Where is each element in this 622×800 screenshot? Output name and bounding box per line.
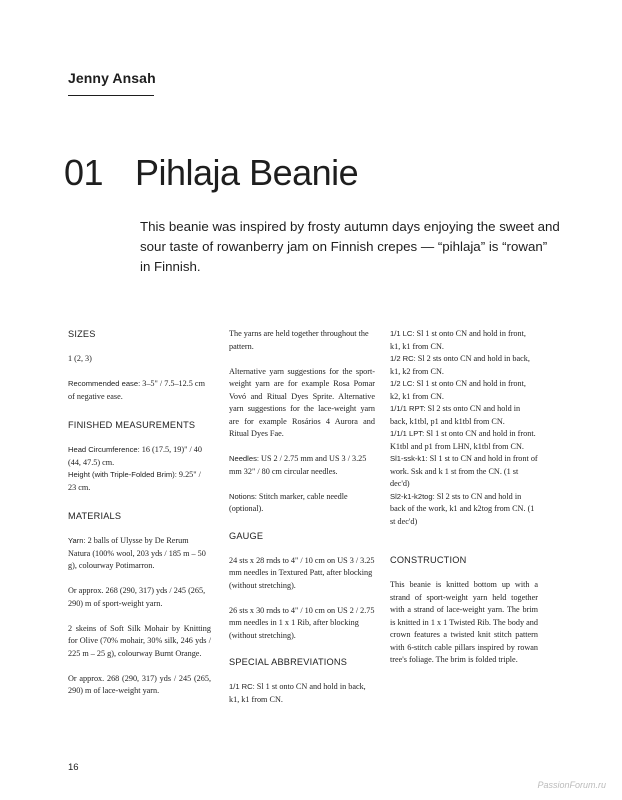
height-label: Height (with Triple-Folded Brim): (68, 470, 177, 479)
abbreviation-label: 1/2 LC: (390, 379, 415, 388)
notions (229, 491, 375, 516)
mohair-paragraph: 2 skeins of Soft Silk Mohair by Knitting for Olive (70% mohair, 30% silk, 246 yds / 225 m – 25 g), colourway Burnt Orange. (68, 623, 211, 658)
column-2 (229, 328, 375, 719)
abbreviation-text: Sl 1 st onto CN and hold in back, k1, k1 from CN. (229, 682, 366, 704)
abbreviation-text: Sl 2 sts to CN and hold in back of the work, k1 and k2tog from CN. (1 st dec'd) (390, 491, 535, 526)
abbreviation-text: Sl 1 st onto CN and hold in front, k1, k1 from CN. (390, 329, 526, 351)
abbreviation-item (390, 328, 538, 353)
abbreviation-label: 1/1/1 LPT: (390, 429, 425, 438)
yarn-paragraph (68, 535, 211, 573)
pattern-name: Pihlaja Beanie (135, 152, 359, 193)
abbreviation-label: 1/1 RC: (229, 682, 255, 691)
intro-paragraph: This beanie was inspired by frosty autumn days enjoying the sweet and sour taste of rowanberry jam on Finnish crepes — “pihlaja” is “rowan” in Finnish. (140, 219, 560, 274)
gauge-heading: GAUGE (229, 530, 264, 541)
ease-text: 3–5" / 7.5–12.5 cm of negative ease. (68, 379, 205, 401)
abbreviation-text: Sl 2 sts onto CN and hold in back, k1, k2 from CN. (390, 354, 530, 376)
author-underline (68, 95, 154, 96)
abbreviation-item (390, 378, 538, 403)
construction-text: This beanie is knitted bottom up with a strand of sport-weight yarn held together with a strand of lace-weight yarn. The brim is knitted in 1 x 1 Twisted Rib. The body and crown features a twisted knit stitch pattern with 6-stitch cable pillars inspired by rowan tree's foliage. The brim is folded triple. (390, 580, 538, 664)
ease-label: Recommended ease: (68, 379, 141, 388)
abbreviation-item (390, 491, 538, 529)
alternative-yarns: Alternative yarn suggestions for the sport-weight yarn are for example Rosa Pomar Vovó and Ritual Dyes Sprite. Alternative yarn suggestions for the lace-weight yarn are for example Rosários 4 Aurora and Ritual Dyes Fae. (229, 366, 375, 438)
column-1 (68, 328, 211, 710)
construction-heading: CONSTRUCTION (390, 555, 467, 565)
sizes-heading: SIZES (68, 329, 96, 339)
abbreviation-text: Sl 1 st to CN and hold in front of work. Ssk and k 1 st from the CN. (1 st dec'd) (390, 454, 538, 488)
mohair-approx: Or approx. 268 (290, 317) yds / 245 (265, 290) m of lace-weight yarn. (68, 673, 211, 695)
abbreviation-label: Sl2-k1-k2tog: (390, 491, 435, 501)
pattern-number: 01 (64, 152, 104, 193)
notions-text: Stitch marker, cable needle (optional). (229, 491, 348, 513)
height (68, 469, 211, 494)
head-circumference-text: 16 (17.5, 19)" / 40 (44, 47.5) cm. (68, 445, 202, 467)
height-text: 9.25" / 23 cm. (68, 470, 201, 492)
abbreviation-text: Sl 2 sts onto CN and hold in back, k1tbl, p1 and k1tbl from CN. (390, 404, 521, 426)
abbreviation-1-1-rc (229, 681, 375, 706)
recommended-ease (68, 378, 211, 403)
page-title (64, 152, 358, 194)
materials-heading: MATERIALS (68, 511, 122, 521)
yarn-approx: Or approx. 268 (290, 317) yds / 245 (265, 290) m of sport-weight yarn. (68, 586, 206, 608)
notions-label: Notions: (229, 491, 257, 501)
finished-measurements-heading: FINISHED MEASUREMENTS (68, 420, 196, 430)
head-circumference (68, 444, 211, 469)
abbreviation-text: Sl 1 st onto CN and hold in front, k2, k1 from CN. (390, 379, 526, 401)
abbreviation-label: Sl1-ssk-k1: (390, 454, 428, 463)
sizes-values: 1 (2, 3) (68, 354, 92, 363)
abbreviation-item (390, 453, 538, 491)
needles-label: Needles: (229, 454, 259, 463)
yarn-label: Yarn: (68, 536, 86, 545)
special-abbreviations-heading: SPECIAL ABBREVIATIONS (229, 657, 348, 667)
abbreviation-list (390, 328, 538, 528)
needles-text: US 2 / 2.75 mm and US 3 / 3.25 mm 32" / 80 cm circular needles. (229, 454, 367, 476)
head-circumference-label: Head Circumference: (68, 445, 140, 454)
gauge-textured: 24 sts x 28 rnds to 4" / 10 cm on US 3 / 3.25 mm needles in Textured Patt, after blocking (without stretching). (229, 555, 375, 590)
yarns-held-together: The yarns are held together throughout the pattern. (229, 329, 369, 351)
abbreviation-item (390, 403, 538, 428)
yarn-text: 2 balls of Ulysse by De Rerum Natura (100% wool, 203 yds / 185 m – 50 g), colourway Potimarron. (68, 536, 206, 570)
watermark: PassionForum.ru (537, 780, 606, 790)
abbreviation-item (390, 353, 538, 378)
gauge-rib: 26 sts x 30 rnds to 4" / 10 cm on US 2 / 2.75 mm needles in 1 x 1 Rib, after blocking (without stretching). (229, 605, 375, 640)
abbreviation-item (390, 428, 538, 453)
abbreviation-label: 1/2 RC: (390, 354, 416, 363)
author-name: Jenny Ansah (68, 70, 156, 86)
column-3 (390, 328, 538, 679)
abbreviation-label: 1/1 LC: (390, 329, 415, 338)
page-number: 16 (68, 762, 79, 773)
abbreviation-label: 1/1/1 RPT: (390, 404, 426, 413)
abbreviation-text: Sl 1 st onto CN and hold in front. K1tbl and p1 from LHN, k1tbl from CN. (390, 429, 536, 451)
needles (229, 453, 375, 478)
